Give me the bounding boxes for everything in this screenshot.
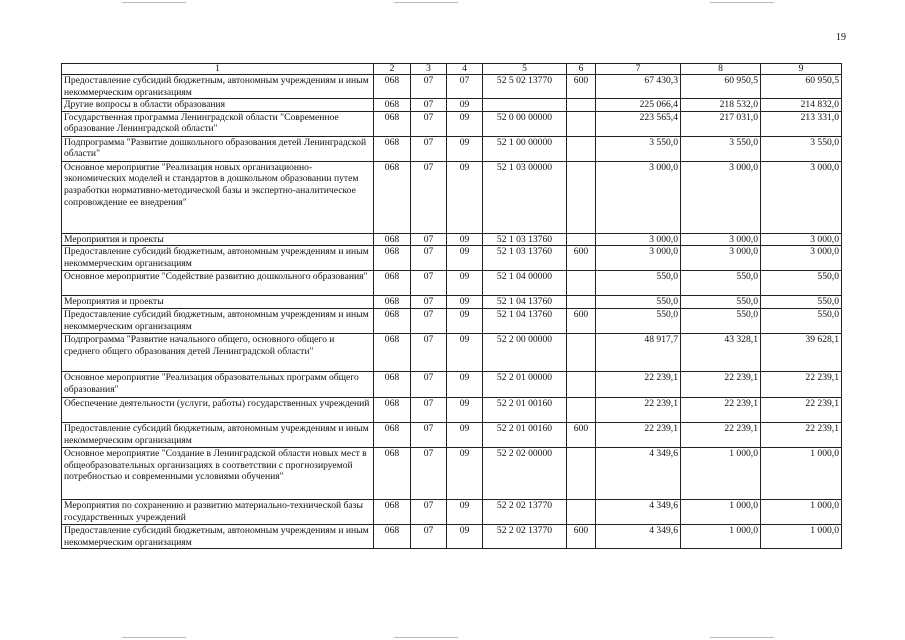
subsection-cell: 09 <box>447 524 483 548</box>
amount-year1-cell: 550,0 <box>596 308 681 333</box>
amount-year3-cell: 3 000,0 <box>761 233 842 246</box>
table-row <box>62 233 842 246</box>
ministry-code-cell: 068 <box>374 371 411 397</box>
section-cell: 07 <box>411 397 447 422</box>
section-cell: 07 <box>411 271 447 296</box>
ministry-code-cell: 068 <box>374 161 411 233</box>
subsection-cell: 09 <box>447 271 483 296</box>
target-article-cell: 52 0 00 00000 <box>483 111 567 136</box>
amount-year3-cell: 3 000,0 <box>761 161 842 233</box>
section-cell: 07 <box>411 161 447 233</box>
amount-year3-cell: 1 000,0 <box>761 524 842 548</box>
column-header: 4 <box>447 64 483 75</box>
target-article-cell: 52 2 01 00000 <box>483 371 567 397</box>
subsection-cell: 09 <box>447 233 483 246</box>
expense-type-cell <box>567 447 596 499</box>
subsection-cell: 09 <box>447 422 483 447</box>
item-name-cell: Предоставление субсидий бюджетным, автономным учреждениям и иным некоммерческим организациям <box>62 75 374 99</box>
amount-year1-cell: 3 000,0 <box>596 246 681 271</box>
page-number: 19 <box>836 32 846 43</box>
amount-year3-cell: 3 550,0 <box>761 136 842 161</box>
subsection-cell: 09 <box>447 296 483 309</box>
section-cell: 07 <box>411 233 447 246</box>
amount-year1-cell: 4 349,6 <box>596 499 681 524</box>
amount-year2-cell: 218 532,0 <box>681 99 761 112</box>
column-header: 8 <box>681 64 761 75</box>
target-article-cell: 52 1 03 00000 <box>483 161 567 233</box>
subsection-cell: 09 <box>447 333 483 371</box>
ministry-code-cell: 068 <box>374 333 411 371</box>
item-name-cell: Обеспечение деятельности (услуги, работы) государственных учреждений <box>62 397 374 422</box>
amount-year2-cell: 3 000,0 <box>681 161 761 233</box>
ministry-code-cell: 068 <box>374 422 411 447</box>
item-name-cell: Мероприятия по сохранению и развитию материально-технической базы государственных учреждений <box>62 499 374 524</box>
column-header: 3 <box>411 64 447 75</box>
subsection-cell: 09 <box>447 371 483 397</box>
item-name-cell: Основное мероприятие "Содействие развитию дошкольного образования" <box>62 271 374 296</box>
column-header: 6 <box>567 64 596 75</box>
expense-type-cell <box>567 99 596 112</box>
amount-year2-cell: 550,0 <box>681 271 761 296</box>
item-name-cell: Основное мероприятие "Создание в Ленинградской области новых мест в общеобразовательных организациях в соответствии с прогнозируемой потребностью и современными условиями обучения" <box>62 447 374 499</box>
amount-year3-cell: 39 628,1 <box>761 333 842 371</box>
amount-year2-cell: 1 000,0 <box>681 524 761 548</box>
table-body <box>62 64 842 549</box>
target-article-cell: 52 1 04 13760 <box>483 296 567 309</box>
table-row <box>62 75 842 99</box>
target-article-cell: 52 2 02 13770 <box>483 524 567 548</box>
section-cell: 07 <box>411 136 447 161</box>
table-row <box>62 524 842 548</box>
table-row <box>62 308 842 333</box>
target-article-cell: 52 1 04 00000 <box>483 271 567 296</box>
amount-year2-cell: 43 328,1 <box>681 333 761 371</box>
expense-type-cell <box>567 233 596 246</box>
ministry-code-cell: 068 <box>374 75 411 99</box>
table-row <box>62 397 842 422</box>
amount-year2-cell: 550,0 <box>681 296 761 309</box>
amount-year3-cell: 3 000,0 <box>761 246 842 271</box>
column-header: 9 <box>761 64 842 75</box>
expense-type-cell <box>567 371 596 397</box>
target-article-cell: 52 1 04 13760 <box>483 308 567 333</box>
item-name-cell: Мероприятия и проекты <box>62 233 374 246</box>
section-cell: 07 <box>411 499 447 524</box>
item-name-cell: Предоставление субсидий бюджетным, автономным учреждениям и иным некоммерческим организациям <box>62 246 374 271</box>
scan-edge-mark <box>394 637 458 638</box>
subsection-cell: 07 <box>447 75 483 99</box>
amount-year1-cell: 22 239,1 <box>596 397 681 422</box>
ministry-code-cell: 068 <box>374 524 411 548</box>
amount-year1-cell: 550,0 <box>596 271 681 296</box>
expense-type-cell <box>567 161 596 233</box>
column-header: 2 <box>374 64 411 75</box>
amount-year2-cell: 1 000,0 <box>681 499 761 524</box>
scan-edge-mark <box>122 2 186 3</box>
amount-year1-cell: 48 917,7 <box>596 333 681 371</box>
section-cell: 07 <box>411 333 447 371</box>
expense-type-cell <box>567 397 596 422</box>
expense-type-cell <box>567 296 596 309</box>
amount-year3-cell: 550,0 <box>761 308 842 333</box>
amount-year3-cell: 22 239,1 <box>761 371 842 397</box>
item-name-cell: Мероприятия и проекты <box>62 296 374 309</box>
amount-year1-cell: 4 349,6 <box>596 447 681 499</box>
ministry-code-cell: 068 <box>374 246 411 271</box>
expense-type-cell <box>567 111 596 136</box>
target-article-cell: 52 2 00 00000 <box>483 333 567 371</box>
expense-type-cell: 600 <box>567 524 596 548</box>
target-article-cell: 52 2 01 00160 <box>483 422 567 447</box>
table-row <box>62 271 842 296</box>
expense-type-cell: 600 <box>567 246 596 271</box>
amount-year3-cell: 22 239,1 <box>761 422 842 447</box>
item-name-cell: Основное мероприятие "Реализация новых организационно-экономических моделей и стандартов в дошкольном образовании путем разработки нормативно-методической базы и экспертно-аналитическое сопровождение ее внедрения" <box>62 161 374 233</box>
amount-year2-cell: 217 031,0 <box>681 111 761 136</box>
amount-year3-cell: 550,0 <box>761 271 842 296</box>
scan-edge-mark <box>122 637 186 638</box>
table-row <box>62 371 842 397</box>
item-name-cell: Другие вопросы в области образования <box>62 99 374 112</box>
item-name-cell: Основное мероприятие "Реализация образовательных программ общего образования" <box>62 371 374 397</box>
amount-year2-cell: 3 550,0 <box>681 136 761 161</box>
budget-table <box>61 63 842 549</box>
expense-type-cell <box>567 333 596 371</box>
subsection-cell: 09 <box>447 308 483 333</box>
table-row <box>62 296 842 309</box>
target-article-cell: 52 1 03 13760 <box>483 246 567 271</box>
item-name-cell: Подпрограмма "Развитие начального общего, основного общего и среднего общего образования детей Ленинградской области" <box>62 333 374 371</box>
expense-type-cell <box>567 271 596 296</box>
amount-year1-cell: 67 430,3 <box>596 75 681 99</box>
ministry-code-cell: 068 <box>374 296 411 309</box>
amount-year1-cell: 4 349,6 <box>596 524 681 548</box>
amount-year2-cell: 22 239,1 <box>681 371 761 397</box>
table-header-row <box>62 64 842 75</box>
subsection-cell: 09 <box>447 99 483 112</box>
column-header: 5 <box>483 64 567 75</box>
amount-year2-cell: 550,0 <box>681 308 761 333</box>
amount-year3-cell: 1 000,0 <box>761 499 842 524</box>
amount-year3-cell: 550,0 <box>761 296 842 309</box>
subsection-cell: 09 <box>447 136 483 161</box>
target-article-cell: 52 2 02 13770 <box>483 499 567 524</box>
amount-year1-cell: 223 565,4 <box>596 111 681 136</box>
expense-type-cell <box>567 499 596 524</box>
subsection-cell: 09 <box>447 499 483 524</box>
scan-edge-mark <box>394 2 458 3</box>
amount-year1-cell: 550,0 <box>596 296 681 309</box>
amount-year3-cell: 1 000,0 <box>761 447 842 499</box>
amount-year1-cell: 22 239,1 <box>596 422 681 447</box>
item-name-cell: Предоставление субсидий бюджетным, автономным учреждениям и иным некоммерческим организациям <box>62 308 374 333</box>
amount-year2-cell: 60 950,5 <box>681 75 761 99</box>
section-cell: 07 <box>411 524 447 548</box>
column-header: 7 <box>596 64 681 75</box>
item-name-cell: Государственная программа Ленинградской области "Современное образование Ленинградской области" <box>62 111 374 136</box>
section-cell: 07 <box>411 422 447 447</box>
table-row <box>62 136 842 161</box>
column-header: 1 <box>62 64 374 75</box>
expense-type-cell: 600 <box>567 422 596 447</box>
ministry-code-cell: 068 <box>374 447 411 499</box>
section-cell: 07 <box>411 246 447 271</box>
table-row <box>62 499 842 524</box>
subsection-cell: 09 <box>447 111 483 136</box>
section-cell: 07 <box>411 371 447 397</box>
expense-type-cell: 600 <box>567 308 596 333</box>
scan-edge-mark <box>710 637 774 638</box>
subsection-cell: 09 <box>447 397 483 422</box>
table-row <box>62 111 842 136</box>
subsection-cell: 09 <box>447 161 483 233</box>
amount-year3-cell: 213 331,0 <box>761 111 842 136</box>
table-row <box>62 447 842 499</box>
table-row <box>62 99 842 112</box>
section-cell: 07 <box>411 447 447 499</box>
target-article-cell: 52 2 01 00160 <box>483 397 567 422</box>
target-article-cell: 52 1 00 00000 <box>483 136 567 161</box>
section-cell: 07 <box>411 296 447 309</box>
section-cell: 07 <box>411 75 447 99</box>
scan-edge-mark <box>710 2 774 3</box>
ministry-code-cell: 068 <box>374 99 411 112</box>
item-name-cell: Подпрограмма "Развитие дошкольного образования детей Ленинградской области" <box>62 136 374 161</box>
ministry-code-cell: 068 <box>374 397 411 422</box>
subsection-cell: 09 <box>447 447 483 499</box>
section-cell: 07 <box>411 308 447 333</box>
ministry-code-cell: 068 <box>374 271 411 296</box>
section-cell: 07 <box>411 99 447 112</box>
amount-year3-cell: 214 832,0 <box>761 99 842 112</box>
target-article-cell: 52 2 02 00000 <box>483 447 567 499</box>
amount-year1-cell: 225 066,4 <box>596 99 681 112</box>
section-cell: 07 <box>411 111 447 136</box>
target-article-cell: 52 5 02 13770 <box>483 75 567 99</box>
table-row <box>62 333 842 371</box>
amount-year2-cell: 22 239,1 <box>681 397 761 422</box>
amount-year2-cell: 3 000,0 <box>681 233 761 246</box>
item-name-cell: Предоставление субсидий бюджетным, автономным учреждениям и иным некоммерческим организациям <box>62 422 374 447</box>
amount-year1-cell: 3 000,0 <box>596 161 681 233</box>
ministry-code-cell: 068 <box>374 308 411 333</box>
ministry-code-cell: 068 <box>374 111 411 136</box>
item-name-cell: Предоставление субсидий бюджетным, автономным учреждениям и иным некоммерческим организациям <box>62 524 374 548</box>
table-row <box>62 422 842 447</box>
subsection-cell: 09 <box>447 246 483 271</box>
amount-year3-cell: 22 239,1 <box>761 397 842 422</box>
amount-year2-cell: 3 000,0 <box>681 246 761 271</box>
ministry-code-cell: 068 <box>374 233 411 246</box>
target-article-cell: 52 1 03 13760 <box>483 233 567 246</box>
table-row <box>62 246 842 271</box>
target-article-cell <box>483 99 567 112</box>
amount-year2-cell: 22 239,1 <box>681 422 761 447</box>
ministry-code-cell: 068 <box>374 136 411 161</box>
ministry-code-cell: 068 <box>374 499 411 524</box>
expense-type-cell: 600 <box>567 75 596 99</box>
amount-year1-cell: 3 550,0 <box>596 136 681 161</box>
amount-year1-cell: 3 000,0 <box>596 233 681 246</box>
expense-type-cell <box>567 136 596 161</box>
table-row <box>62 161 842 233</box>
amount-year1-cell: 22 239,1 <box>596 371 681 397</box>
amount-year3-cell: 60 950,5 <box>761 75 842 99</box>
amount-year2-cell: 1 000,0 <box>681 447 761 499</box>
